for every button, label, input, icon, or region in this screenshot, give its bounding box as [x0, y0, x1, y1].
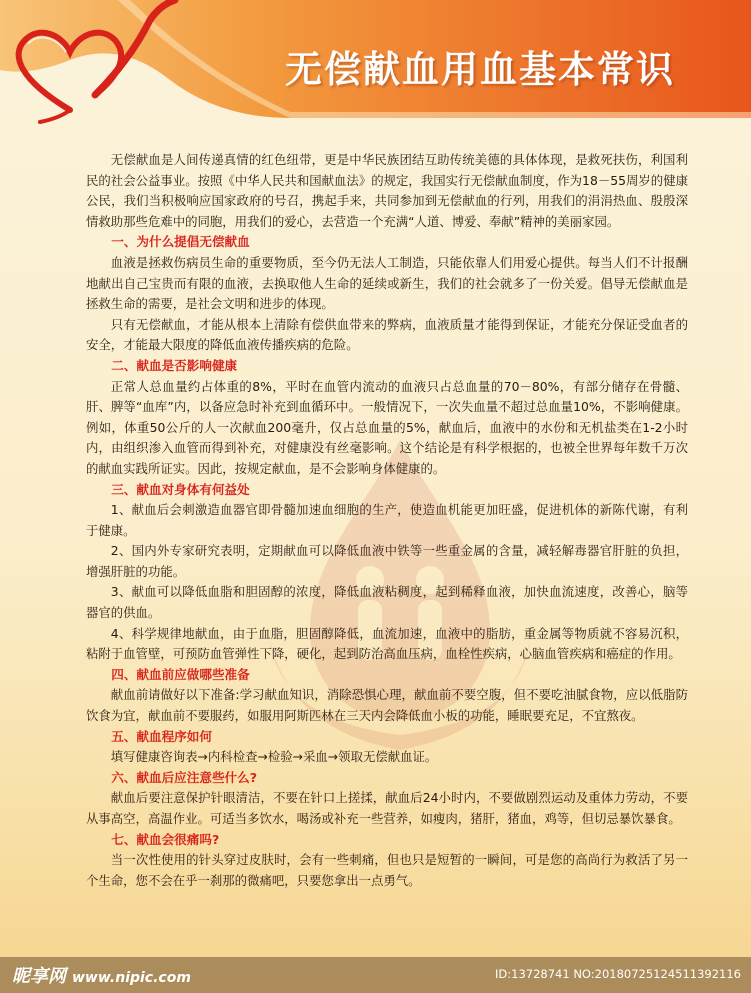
intro-paragraph: 无偿献血是人间传递真情的红色纽带，更是中华民族团结互助传统美德的具体体现，是救死扶伤，利国利民的社会公益事业。按照《中华人民共和国献血法》的规定，我国实行无偿献血制度，作为18－55周岁的健康公民，我们当积极响应国家政府的号召，携起手来，共同参加到无偿献血的行列，用我们的涓涓热血、殷殷深情救助那些危难中的同胞，用我们的爱心，去营造一个充满“人道、博爱、奉献”精神的美丽家园。 [86, 152, 688, 229]
section-3-paragraph-4: 4、科学规律地献血，由于血脂，胆固醇降低，血流加速，血液中的脂肪，重金属等物质就不容易沉积，粘附于血管壁，可预防血管弹性下降，硬化，起到防治高血压病，血栓性疾病，心脑血管疾病和癌症的作用。 [86, 625, 688, 662]
section-4-paragraph-1: 献血前请做好以下准备:学习献血知识，消除恐惧心理，献血前不要空腹，但不要吃油腻食物，应以低脂防饮食为宜，献血前不要服药，如服用阿斯匹林在三天内会降低血小板的功能，睡眠要充足，不宜熬夜。 [86, 687, 688, 724]
section-1-paragraph-1: 血液是拯救伤病员生命的重要物质，至今仍无法人工制造，只能依靠人们用爱心提供。每当人们不计报酬地献出自己宝贵而有限的血液，去换取他人生命的延续或新生，我们的社会就多了一份关爱。倡导无偿献血是拯救生命的需要，是社会文明和进步的体现。 [86, 254, 688, 312]
section-6-paragraph-1: 献血后要注意保护针眼清洁，不要在针口上搓揉，献血后24小时内，不要做剧烈运动及重体力劳动，不要从事高空，高温作业。可适当多饮水，喝汤或补充一些营养，如瘦肉，猪肝，猪血，鸡等，但切忌暴饮暴食。 [86, 790, 688, 826]
site-logo[interactable] [12, 962, 191, 988]
section-heading-1: 一、为什么提倡无偿献血 [111, 234, 250, 250]
image-id-label: ID:13728741 NO:20180725124511392116 [495, 967, 741, 981]
section-heading-7: 七、献血会很痛吗? [111, 831, 220, 847]
heart-ribbon-icon [0, 0, 180, 125]
section-3-paragraph-3: 3、献血可以降低血脂和胆固醇的浓度，降低血液粘稠度，起到稀释血液，加快血流速度，改善心，脑等器官的供血。 [86, 584, 688, 621]
logo-url: www.nipic.com [72, 970, 191, 986]
section-3-paragraph-2: 2、国内外专家研究表明，定期献血可以降低血液中铁等一些重金属的含量，减轻解毒器官肝脏的负担，增强肝脏的功能。 [86, 543, 688, 579]
section-5-paragraph-1: 填写健康咨询表→内科检查→检验→采血→领取无偿献血证。 [110, 749, 438, 765]
article-body [86, 150, 688, 891]
section-heading-3: 三、献血对身体有何益处 [111, 481, 250, 497]
section-heading-6: 六、献血后应注意些什么? [111, 769, 258, 785]
page-title: 无偿献血用血基本常识 [285, 48, 675, 91]
watermark-footer [0, 957, 751, 993]
header-banner [0, 0, 751, 125]
section-3-paragraph-1: 1、献血后会刺激造血器官即骨髓加速血细胞的生产，使造血机能更加旺盛，促进机体的新陈代谢，有利于健康。 [86, 502, 688, 538]
logo-text: 昵享网 [12, 966, 66, 987]
section-heading-4: 四、献血前应做哪些准备 [111, 666, 250, 682]
section-heading-5: 五、献血程序如何 [111, 728, 212, 744]
section-heading-2: 二、献血是否影响健康 [111, 357, 238, 373]
section-1-paragraph-2: 只有无偿献血，才能从根本上清除有偿供血带来的弊病，血液质量才能得到保证，才能充分保证受血者的安全，才能最大限度的降低血液传播疾病的危险。 [86, 316, 688, 353]
section-7-paragraph-1: 当一次性使用的针头穿过皮肤时，会有一些刺痛，但也只是短暂的一瞬间，可是您的高尚行为救活了另一个生命，您不会在乎一刹那的微痛吧，只要您拿出一点勇气。 [86, 852, 688, 888]
section-2-paragraph-1: 正常人总血量约占体重的8%，平时在血管内流动的血液只占总血量的70－80%，有部分储存在骨髓、肝、脾等“血库”内，以备应急时补充到血循环中。一般情况下，一次失血量不超过总血量10%，不影响健康。例如，体重50公斤的人一次献血200毫升，仅占总血量的5%，献血后，血液中的水份和无机盐类在1-2小时内，由组织渗入血管而得到补充，对健康没有丝毫影响。这个结论是有科学根据的，也被全世界每年数千万次的献血实践所证实。因此，按规定献血，是不会影响身体健康的。 [86, 378, 688, 476]
